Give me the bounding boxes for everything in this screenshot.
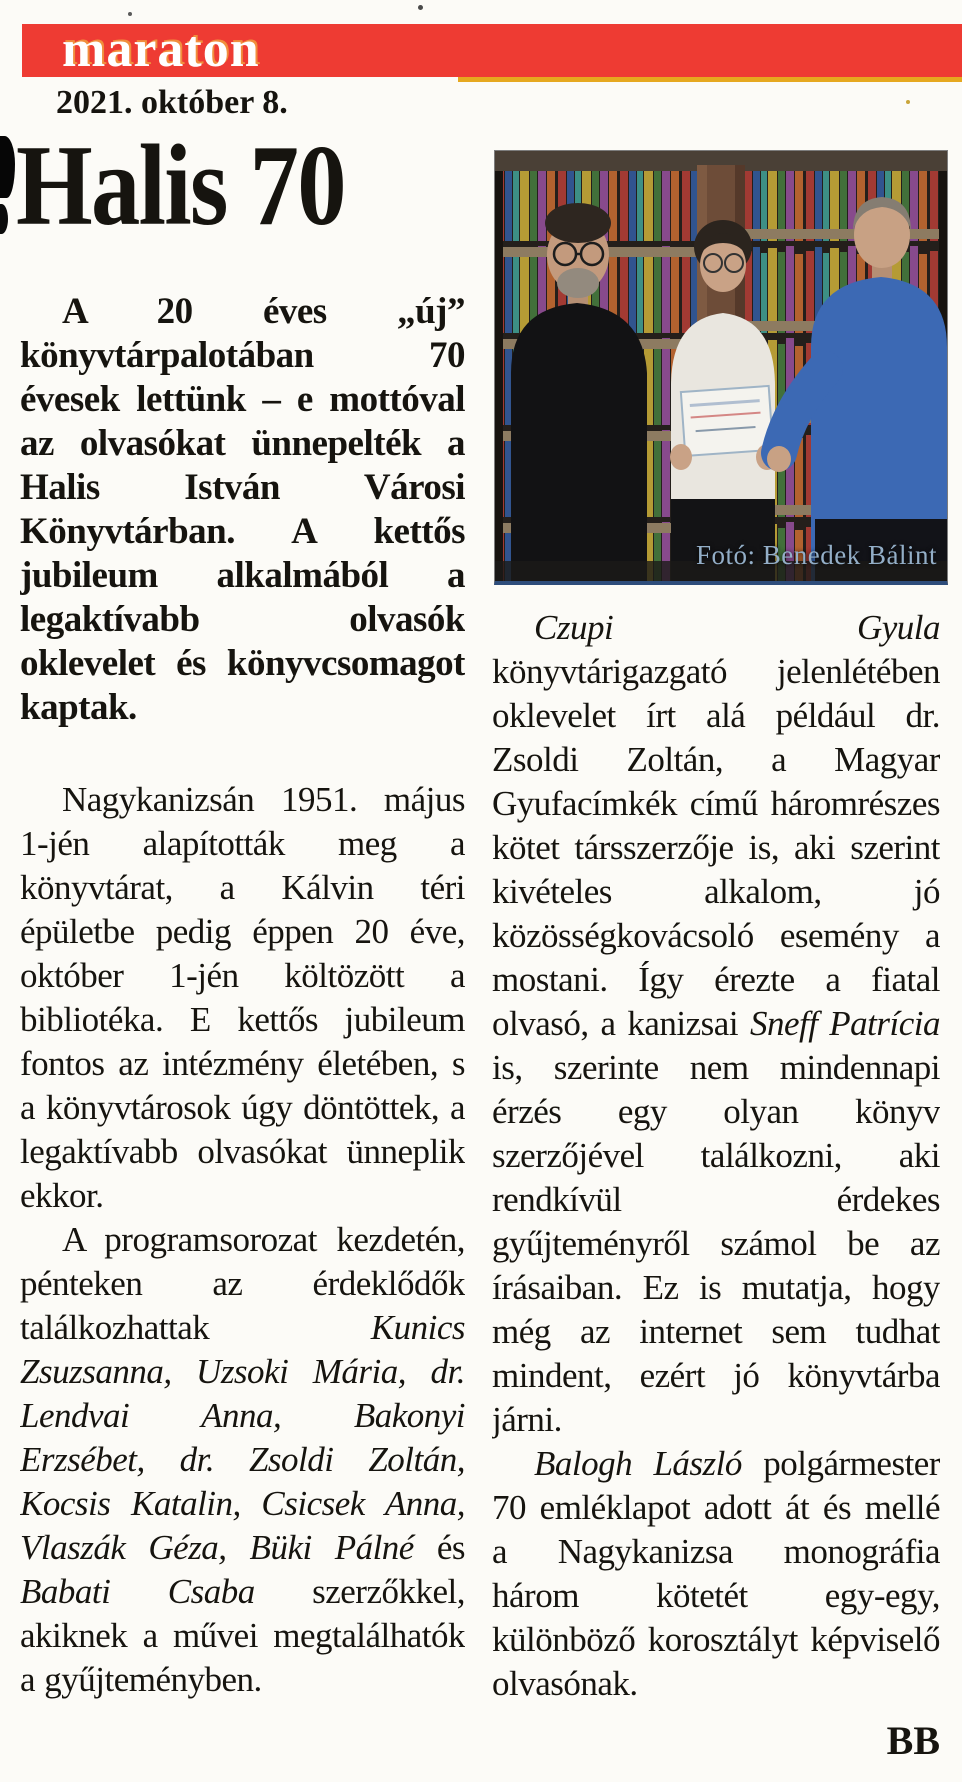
article-headline: Halis 70 <box>16 122 345 250</box>
article-paragraph <box>492 606 940 1442</box>
photo-credit: Fotó: Benedek Bálint <box>696 540 937 570</box>
article-paragraph <box>20 1218 465 1702</box>
scan-artifact-tear <box>0 136 15 198</box>
text-segment: A programsorozat kezdetén, pénteken az érdeklődők találkozhattak <box>20 1220 465 1347</box>
masthead-underline-accent <box>458 77 962 82</box>
text-segment: Balogh László <box>534 1444 742 1483</box>
masthead-bar <box>22 21 962 78</box>
certificate <box>681 386 773 456</box>
text-segment: és <box>413 1528 465 1567</box>
article-photo <box>494 150 948 585</box>
text-segment: polgármester 70 emléklapot adott át és mellé a Nagykanizsa monográfia három kötetét egy-egy, különböző korosztályt képviselő olvasónak. <box>492 1444 940 1703</box>
text-segment: A 20 éves „új” könyvtárpalotában 70 évesek lettünk – e mottóval az olvasókat ünnepelték a Halis István Városi Könyvtárban. A kettős jubileum alkalmából a legaktívabb olvasók oklevelet és könyvcsomagot kaptak. <box>20 291 465 728</box>
scan-artifact-speck <box>906 100 910 104</box>
text-segment: könyvtárigazgató jelenlétében oklevelet írt alá például dr. Zsoldi Zoltán, a Magyar Gyufacímkék című háromrészes kötet társszerzője is, aki szerint kivételes alkalom, jó közösségkovácsoló esemény a mostani. Így érezte a fiatal olvasó, a kanizsai <box>492 652 940 1043</box>
text-segment: Sneff Patrícia <box>749 1004 940 1043</box>
article-column-left <box>20 290 465 1770</box>
scan-artifact-speck <box>418 5 423 10</box>
text-segment: is, szerinte nem mindennapi érzés egy olyan könyv szerzőjével találkozni, aki rendkívül érdekes gyűjteményről számol be az írásaiban. Ez is mutatja, hogy még az internet sem tudhat mindent, ezért jó könyvtárba járni. <box>492 1048 940 1439</box>
masthead-title: maraton <box>62 21 260 78</box>
text-segment: szerzőkkel, akiknek a művei megtalálhatók a gyűjteményben. <box>20 1572 465 1699</box>
author-initials: BB <box>886 1718 940 1763</box>
article-column-right <box>492 606 940 1718</box>
scan-artifact-tear <box>0 204 8 234</box>
article-paragraph <box>492 1442 940 1706</box>
scan-artifact-speck <box>128 12 132 16</box>
article-paragraph <box>20 778 465 1218</box>
photo-illustration <box>495 151 947 581</box>
text-segment: Kunics Zsuzsanna, Uzsoki Mária, dr. Lendvai Anna, Bakonyi Erzsébet, dr. Zsoldi Zoltán, Kocsis Katalin, Csicsek Anna, Vlaszák Géza, Büki Pálné <box>20 1308 465 1567</box>
text-segment: Czupi Gyula <box>534 608 940 647</box>
text-segment: Babati Csaba <box>20 1572 255 1611</box>
article-paragraph <box>20 290 465 730</box>
issue-date: 2021. október 8. <box>56 84 288 121</box>
text-segment: Nagykanizsán 1951. május 1-jén alapították meg a könyvtárat, a Kálvin téri épületbe pedig éppen 20 éve, október 1-jén költözött a bibliotéka. E kettős jubileum fontos az intézmény életében, s a könyvtárosok úgy döntöttek, a legaktívabb olvasókat ünneplik ekkor. <box>20 780 465 1215</box>
